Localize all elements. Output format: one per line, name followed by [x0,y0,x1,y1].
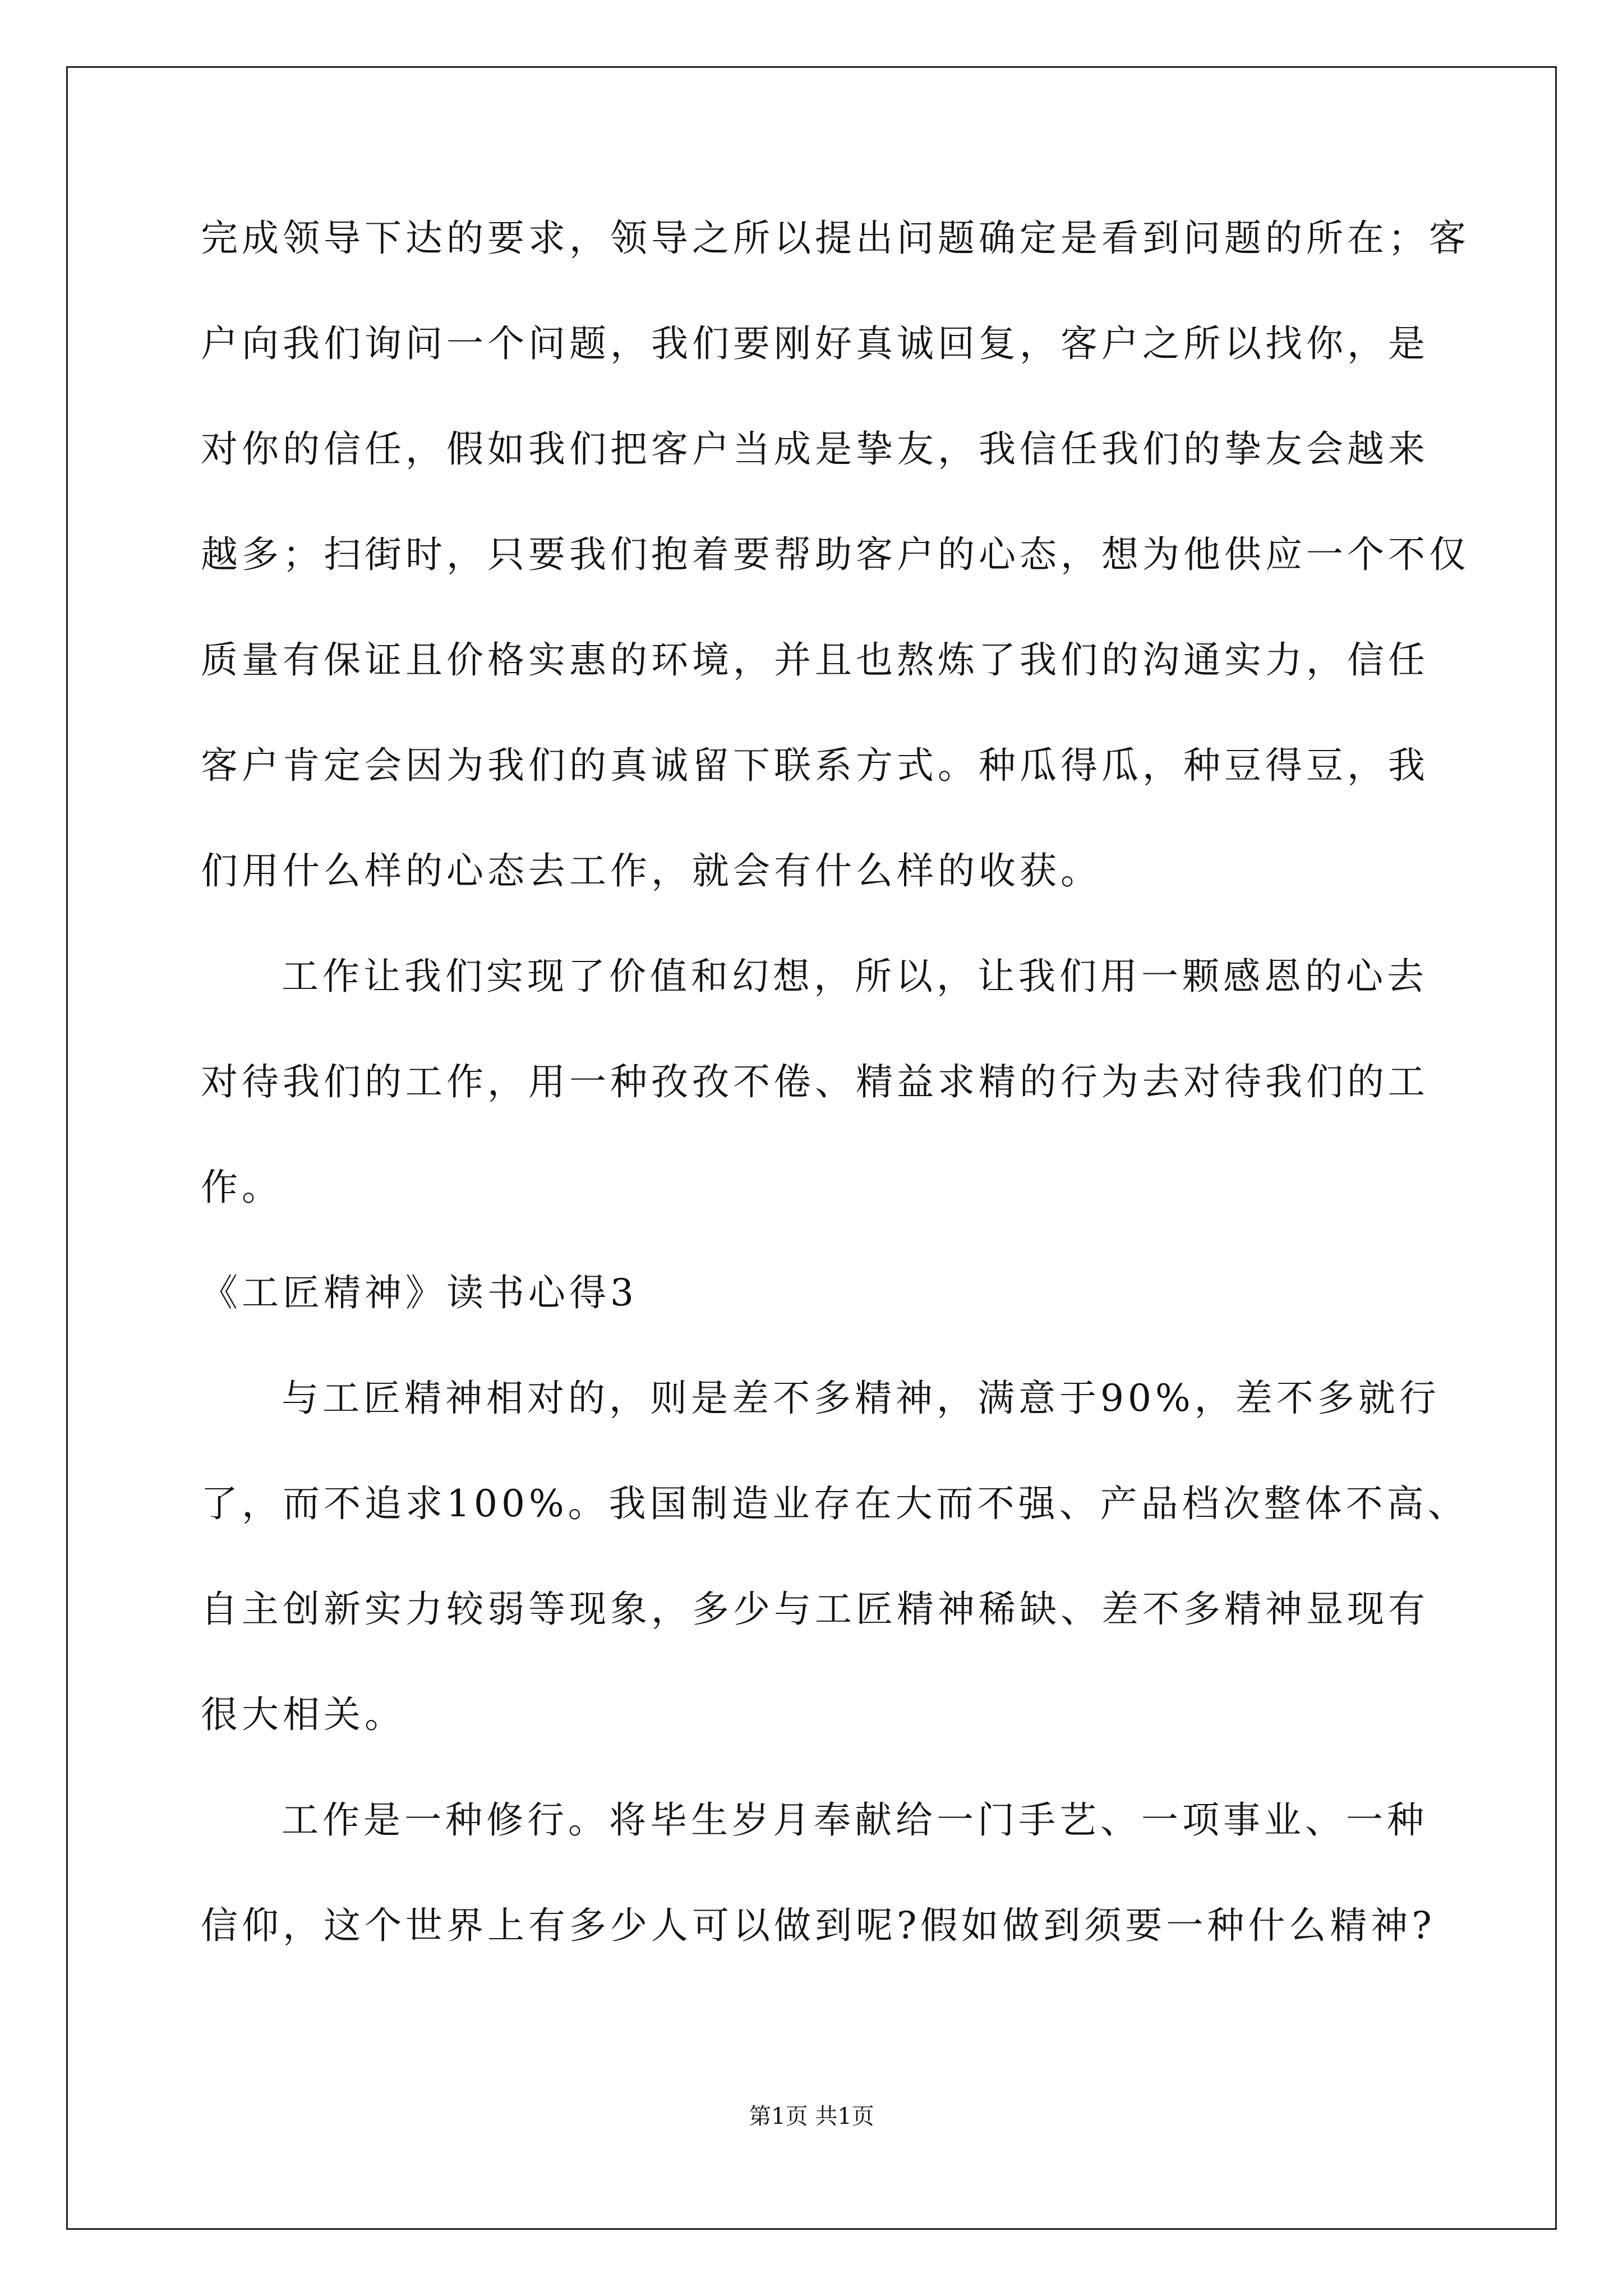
text-line: 对待我们的工作，用一种孜孜不倦、精益求精的行为去对待我们的工 [201,1060,1429,1103]
text-line: 对你的信任，假如我们把客户当成是挚友，我信任我们的挚友会越来 [201,427,1429,471]
text-line: 作。 [201,1166,283,1209]
text-line: 与工匠精神相对的，则是差不多精神，满意于90%，差不多就行 [282,1377,1440,1420]
text-line: 自主创新实力较弱等现象，多少与工匠精神稀缺、差不多精神显现有 [201,1588,1429,1631]
page-number: 第1页 共1页 [749,2104,874,2129]
text-line: 工作让我们实现了价值和幻想，所以，让我们用一颗感恩的心去 [282,955,1428,998]
text-line: 质量有保证且价格实惠的环境，并且也熬炼了我们的沟通实力，信任 [201,638,1429,682]
text-line: 们用什么样的心态去工作，就会有什么样的收获。 [201,849,1101,892]
text-line: 信仰，这个世界上有多少人可以做到呢?假如做到须要一种什么精神? [201,1904,1436,1947]
text-line: 户向我们询问一个问题，我们要刚好真诚回复，客户之所以找你，是 [201,322,1429,365]
text-line: 工作是一种修行。将毕生岁月奉献给一门手艺、一项事业、一种 [282,1798,1428,1842]
text-line: 了，而不追求100%。我国制造业存在大而不强、产品档次整体不高、 [201,1482,1469,1525]
text-line: 越多；扫街时，只要我们抱着要帮助客户的心态，想为他供应一个不仅 [201,533,1470,576]
text-line: 很大相关。 [201,1693,405,1736]
text-line: 完成领导下达的要求，领导之所以提出问题确定是看到问题的所在；客 [201,217,1470,260]
text-line: 客户肯定会因为我们的真诚留下联系方式。种瓜得瓜，种豆得豆，我 [201,744,1429,787]
section-heading: 《工匠精神》读书心得3 [201,1271,638,1314]
